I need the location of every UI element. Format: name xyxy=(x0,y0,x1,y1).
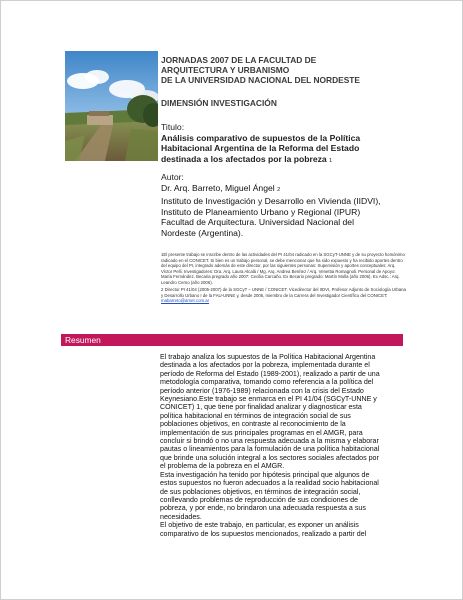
affiliation-line: Facultad de Arquitectura. Universidad Nacional del xyxy=(161,217,354,228)
title-line: destinada a los afectados por la pobreza xyxy=(161,153,327,164)
title-line: Habitacional Argentina de la Reforma del Estado xyxy=(161,143,360,154)
conference-header xyxy=(161,55,456,85)
abstract-line: el problema de la pobreza en el AMGR. xyxy=(160,462,285,471)
header-line: DE LA UNIVERSIDAD NACIONAL DEL NORDESTE xyxy=(161,75,360,85)
paper-title xyxy=(161,133,453,166)
author-name: Dr. Arq. Barreto, Miguel Ángel 2 xyxy=(161,183,281,193)
title-footnote-mark: 1 xyxy=(329,157,333,164)
footnote-2: 2 Director PI 41/04 (2005-2007) de la SGCyT – UNNE / CONICET. Vicedirector del IIDVI, Profesor Adjunto de Sociología Urbana y Desarrollo Urbano I de la FAU-UNNE y, desde 2006, miembro de la Carrera del Investigador Científico del CONICET: mabarreto@arnet.com.ar xyxy=(161,286,406,304)
abstract-line: necesidades. xyxy=(160,512,202,521)
abstract-line: período anterior (1976-1989) relacionada con la crisis del Estado xyxy=(160,386,364,395)
affiliation-line: Nordeste (Argentina). xyxy=(161,228,244,239)
abstract-line: pobreza, y por ende, no brindaron una adecuada respuesta a sus xyxy=(160,504,366,513)
footnotes xyxy=(161,252,406,305)
abstract-line: metodología comparativa, tomando como referencia a la política del xyxy=(160,378,374,387)
landscape-photo xyxy=(65,51,158,161)
abstract-line: pautas o lineamientos para la formulación de una política habitacional xyxy=(160,445,380,454)
abstract-line: destinada a los afectados por la pobreza, implementada durante el xyxy=(160,361,370,370)
author-label: Autor: xyxy=(161,172,184,182)
title-label: Titulo: xyxy=(161,122,185,132)
landscape-photo-graphic xyxy=(65,51,158,161)
abstract-line: CONICET) 1, que tiene por finalidad analizar y diagnosticar esta xyxy=(160,403,362,412)
abstract-line: estos supuestos no fueron adecuados a la realidad socio habitacional xyxy=(160,479,379,488)
footnote-1: 1El presente trabajo se inscribe dentro de las actividades del PI 41/04 radicado en la SGCyT-UNNE y de su proyecto homónimo radicado en el CONICET. Si bien es un trabajo personal, se debe mencionar que ha sido expuesto y ha recibido aportes dentro del equipo del PI, integrado además de este director, por las siguientes personas: Supervisión y aportes conceptuales: Arq. Víctor Pelli. Investigadores: Dra. Arq. Laura Alcalá / Mg. Arq. Andrea Benítez / Arq. Venettia Romagnoli. Personal de Apoyo: María Fernández. Becaria pregrado año 2007: Cecilia Carcaño. Ex Becario pregrado: Martín Molla (año 2006). Ex Adsc.: Arq. Leandro Cerno (año 2006). xyxy=(161,252,405,285)
header-line: ARQUITECTURA Y URBANISMO xyxy=(161,65,290,75)
abstract-line: El objetivo de este trabajo, en particular, es exponer un análisis xyxy=(160,521,359,530)
author-block xyxy=(161,183,456,239)
abstract-line: Esta investigación ha tenido por hipótesis principal que algunos de xyxy=(160,470,370,479)
abstract-line: poblaciones objetivos, en contraste al reconocimiento de la xyxy=(160,420,346,429)
title-line: Análisis comparativo de supuestos de la Política xyxy=(161,133,361,143)
author-footnote-mark: 2 xyxy=(277,187,281,193)
abstract-line: Keynesiano.Este trabajo se enmarca en el PI 41/04 (SGCyT-UNNE y xyxy=(160,395,377,404)
abstract-line: implementación de sus principales programas en el AMGR, para xyxy=(160,428,363,437)
resumen-section-bar xyxy=(61,334,403,346)
abstract-line: El trabajo analiza los supuestos de la Política Habitacional Argentina xyxy=(160,353,376,361)
abstract-line: política habitacional en términos de integración social de sus xyxy=(160,411,351,420)
affiliation-line: Instituto de Planeamiento Urbano y Regional (IPUR) xyxy=(161,206,361,217)
abstract-line: que brinde una solución integral a los sectores sociales afectados por xyxy=(160,453,379,462)
affiliation-line: Instituto de Investigación y Desarrollo en Vivienda (IIDVI), xyxy=(161,195,381,206)
abstract-text xyxy=(160,353,458,538)
abstract-line: comparativo de los supuestos mencionados, realizado a partir del xyxy=(160,529,367,538)
abstract-line: conllevando problemas de reproducción de sus condiciones de xyxy=(160,495,358,504)
abstract-line: concluir si brindó o no una respuesta adecuada a la misma y elaborar xyxy=(160,437,379,446)
abstract-line: de sus poblaciones objetivos, en términos de integración social, xyxy=(160,487,361,496)
abstract-line: período de Reforma del Estado (1989-2001), realizado a partir de una xyxy=(160,369,380,378)
resumen-heading: Resumen xyxy=(65,335,101,345)
header-line: JORNADAS 2007 DE LA FACULTAD DE xyxy=(161,55,317,65)
author-email-link[interactable]: mabarreto@arnet.com.ar xyxy=(161,298,210,304)
dimension-heading: DIMENSIÓN INVESTIGACIÓN xyxy=(161,98,277,108)
